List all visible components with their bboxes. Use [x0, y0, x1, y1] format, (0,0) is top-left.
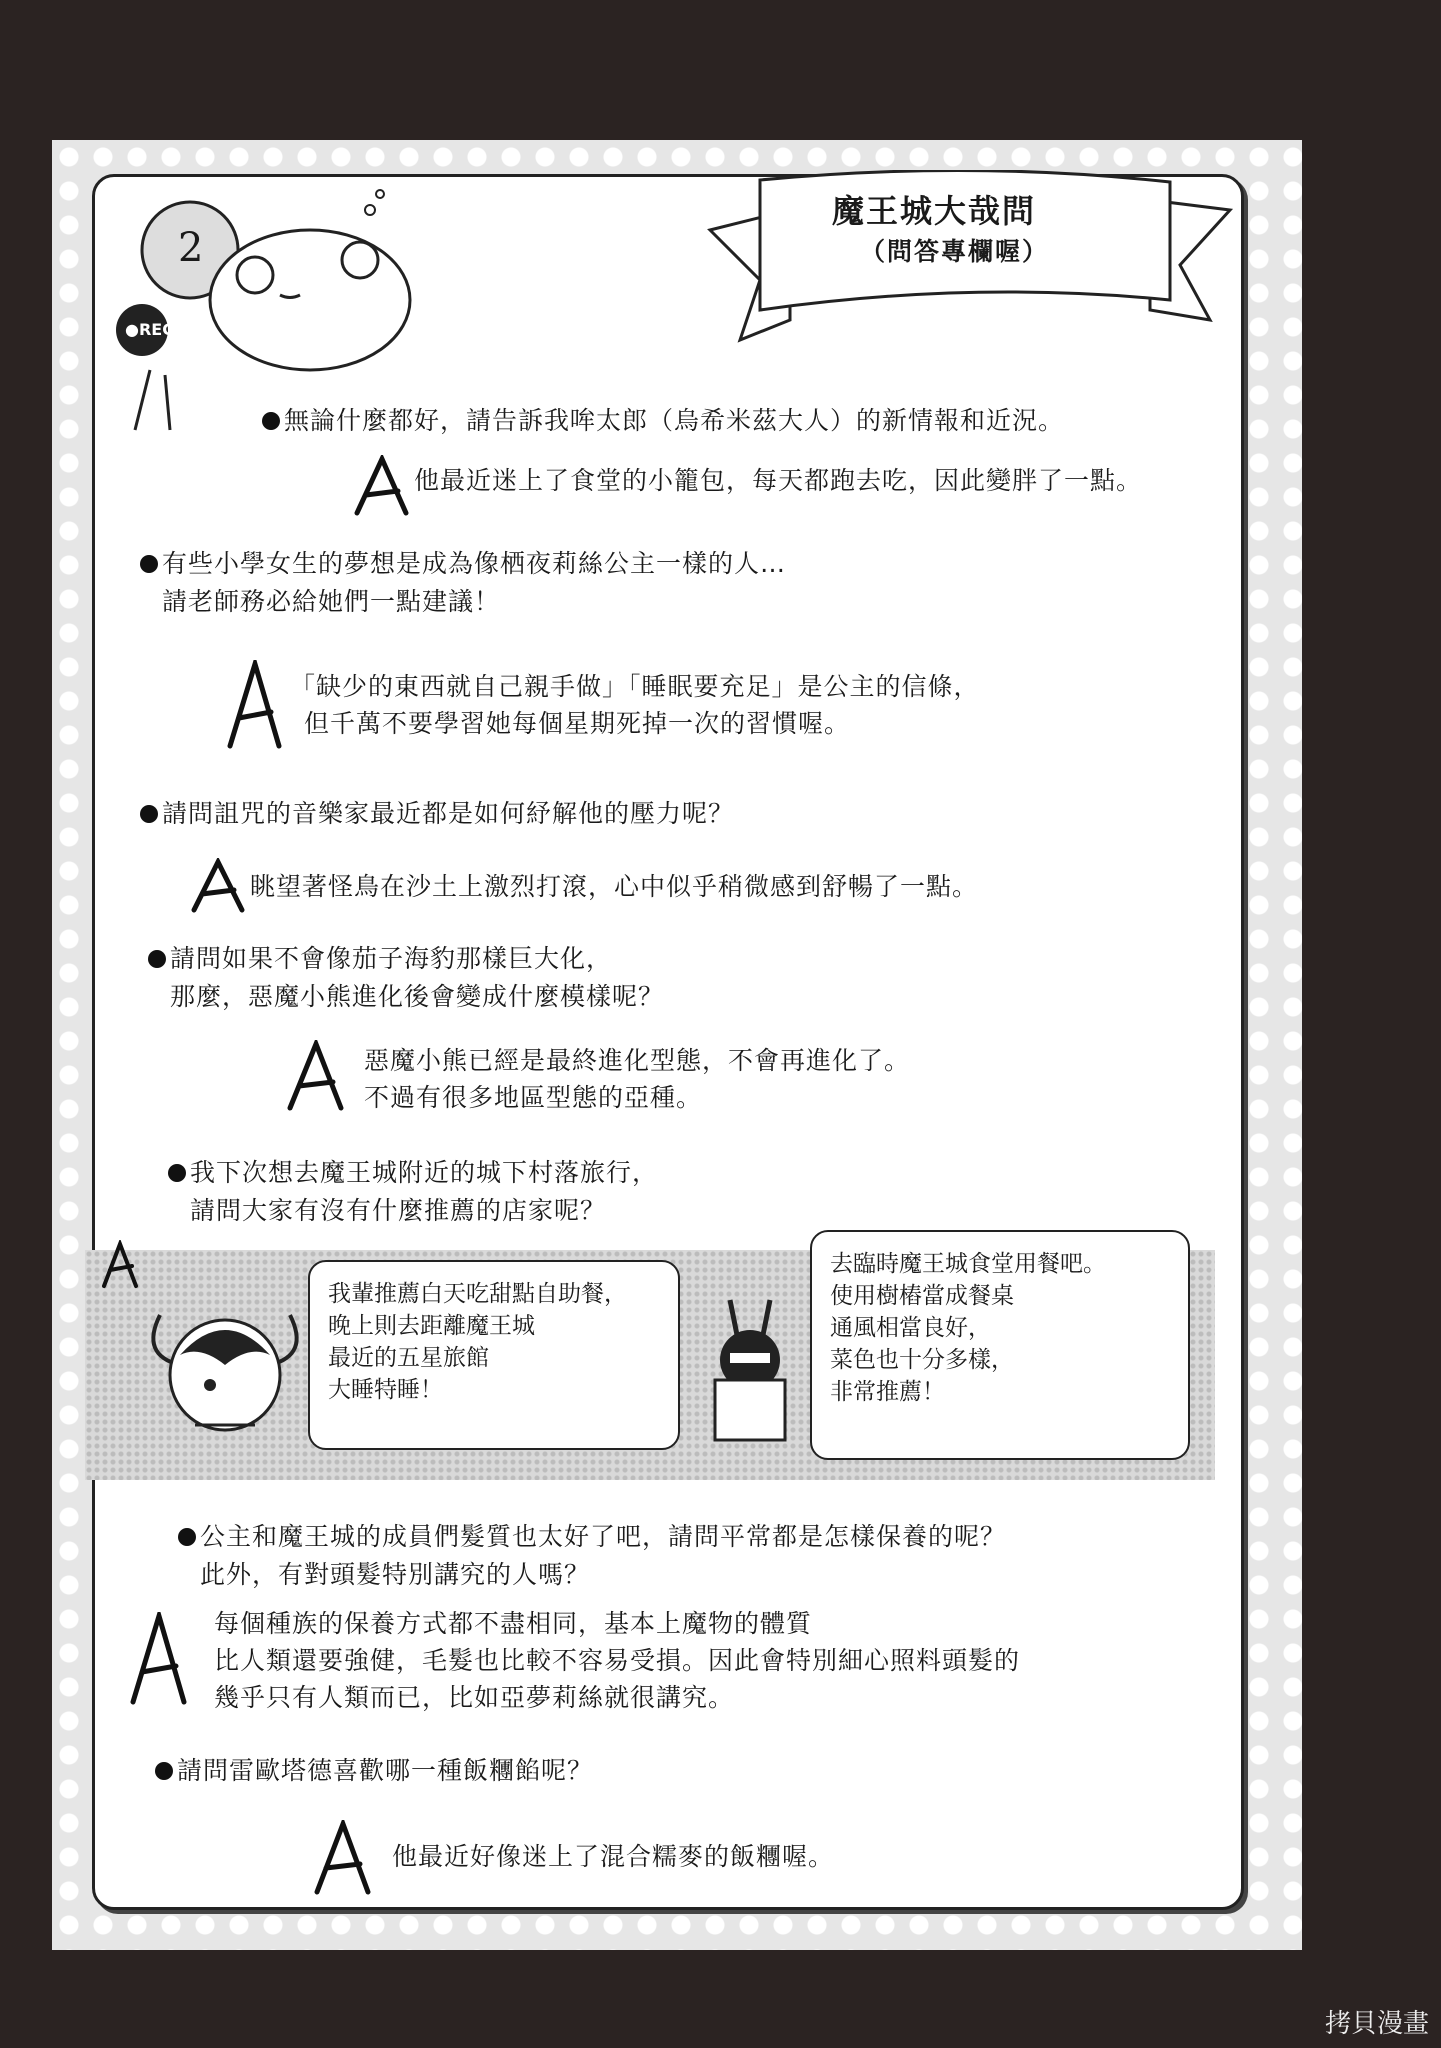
answer-7: 他最近好像迷上了混合糯麥的飯糰喔。	[392, 1842, 835, 1871]
page-title: 魔王城大哉問	[832, 192, 1037, 230]
page-subtitle: （問答專欄喔）	[860, 237, 1050, 266]
answer-a-icon	[312, 1820, 374, 1896]
speech-bubble-left: 我輩推薦白天吃甜點自助餐， 晚上則去距離魔王城 最近的五星旅館 大睡特睡！	[308, 1260, 680, 1450]
answer-4: 惡魔小熊已經是最終進化型態，不會再進化了。 不過有很多地區型態的亞種。	[364, 1046, 911, 1112]
question-1: 無論什麼都好，請告訴我哞太郎（烏希米茲大人）的新情報和近況。	[262, 402, 1064, 440]
question-7: 請問雷歐塔德喜歡哪一種飯糰餡呢？	[155, 1752, 593, 1790]
answer-a-icon	[285, 1040, 347, 1112]
answer-a-icon	[352, 455, 412, 517]
answer-2: 「缺少的東西就自己親手做」「睡眠要充足」是公主的信條， 但千萬不要學習她每個星期死掉一次的習慣喔。	[290, 672, 980, 738]
watermark: 拷貝漫畫	[1324, 2009, 1429, 2039]
question-3: 請問詛咒的音樂家最近都是如何紓解他的壓力呢？	[140, 795, 734, 833]
character-demon-king-icon	[140, 1285, 310, 1455]
mascot-illustration	[110, 180, 430, 440]
question-2: 有些小學女生的夢想是成為像栖夜莉絲公主一樣的人… 請老師務必給她們一點建議！	[140, 545, 786, 621]
question-6: 公主和魔王城的成員們髮質也太好了吧，請問平常都是怎樣保養的呢？ 此外，有對頭髮特別講究的人嗎？	[178, 1518, 1006, 1594]
speech-bubble-right: 去臨時魔王城食堂用餐吧。 使用樹樁當成餐桌 通風相當良好， 菜色也十分多樣， 非常推薦！	[810, 1230, 1190, 1460]
question-5: 我下次想去魔王城附近的城下村落旅行， 請問大家有沒有什麼推薦的店家呢？	[168, 1154, 658, 1230]
answer-a-icon	[190, 858, 246, 914]
badge-number: 2	[178, 225, 204, 271]
answer-a-icon	[225, 660, 285, 750]
question-4: 請問如果不會像茄子海豹那樣巨大化， 那麼，惡魔小熊進化後會變成什麼模樣呢？	[148, 940, 664, 1016]
answer-6: 每個種族的保養方式都不盡相同，基本上魔物的體質 比人類還要強健，毛髮也比較不容易受損。因此會特別細心照料頭髮的 幾乎只有人類而已，比如亞夢莉絲就很講究。	[214, 1609, 1021, 1712]
answer-a-icon	[100, 1240, 140, 1290]
answer-3: 眺望著怪鳥在沙土上激烈打滾，心中似乎稍微感到舒暢了一點。	[250, 872, 979, 901]
rec-label: ●REC	[125, 320, 174, 339]
answer-1: 他最近迷上了食堂的小籠包，每天都跑去吃，因此變胖了一點。	[414, 466, 1143, 495]
character-knight-icon	[690, 1290, 810, 1450]
answer-a-icon	[128, 1612, 190, 1706]
